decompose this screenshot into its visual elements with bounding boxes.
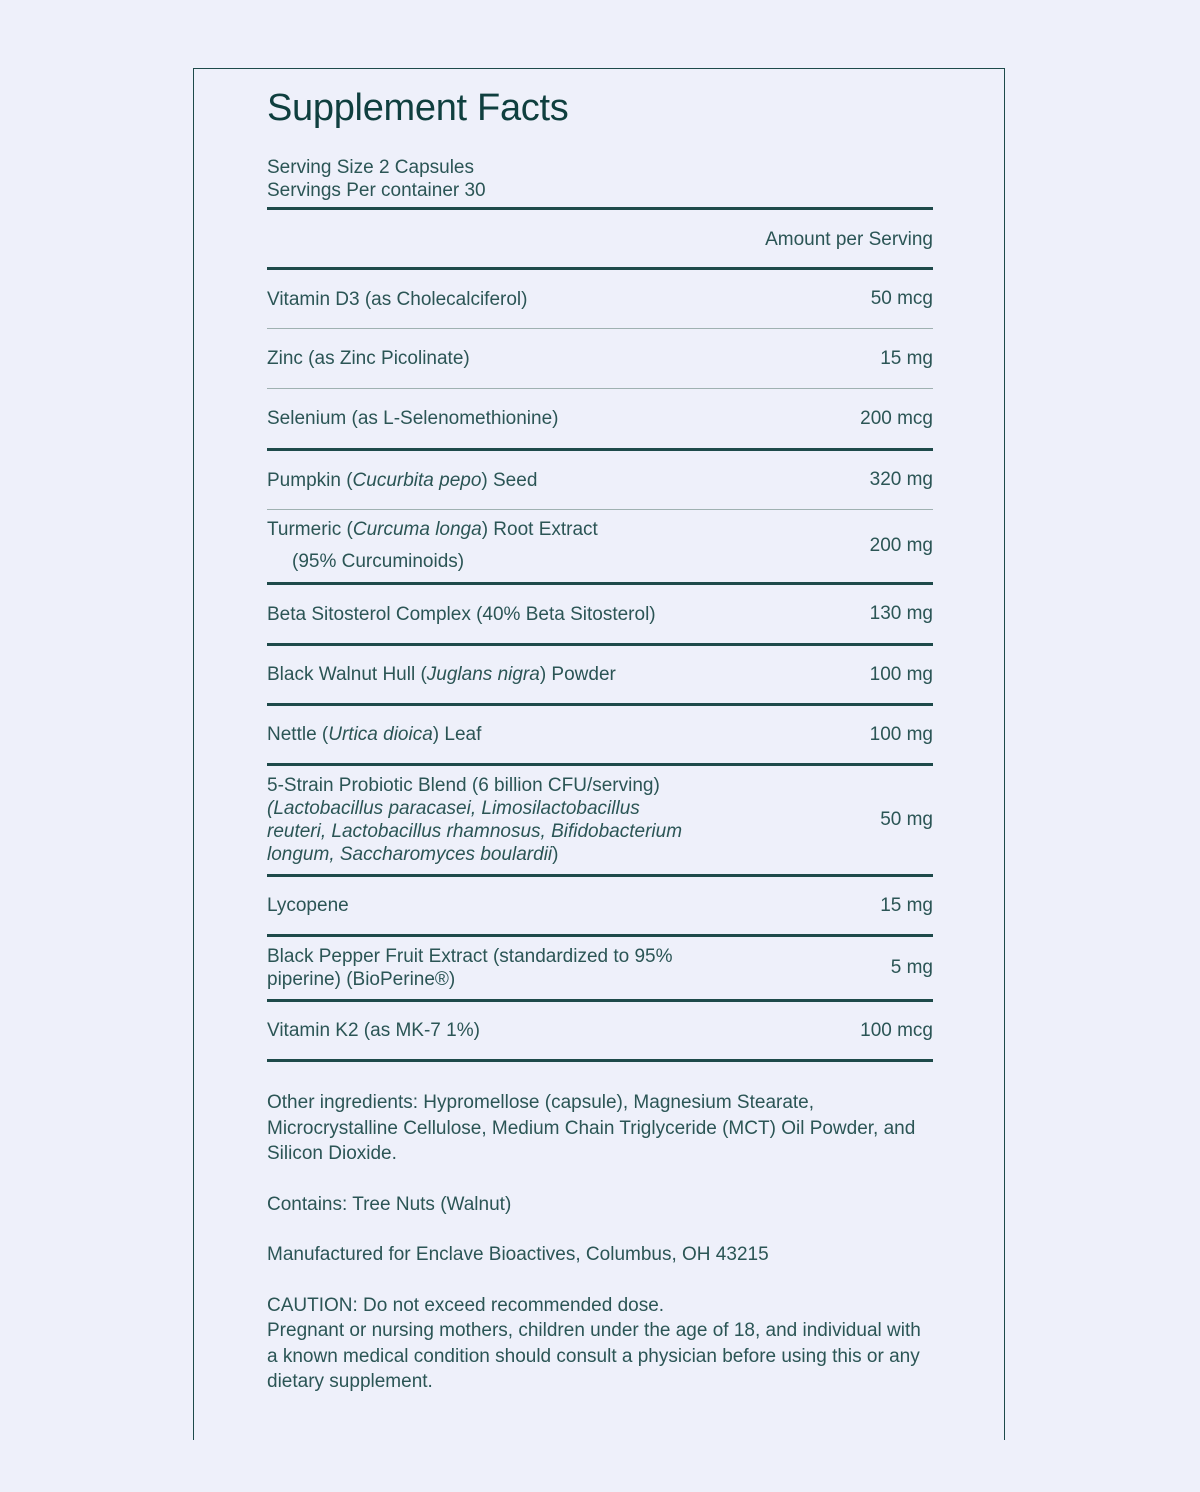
nutrient-name: Beta Sitosterol Complex (40% Beta Sitosterol)	[267, 603, 656, 625]
nutrient-amount: 100 mg	[869, 723, 933, 745]
nutrient-name: Nettle (Urtica dioica) Leaf	[267, 724, 482, 745]
nutrient-amount: 200 mcg	[860, 407, 933, 429]
nutrient-amount: 100 mg	[869, 663, 933, 685]
nutrient-name: Zinc (as Zinc Picolinate)	[267, 348, 470, 369]
table-row	[267, 509, 933, 582]
nutrient-amount: 50 mcg	[870, 288, 933, 309]
other-ingredients: Other ingredients: Hypromellose (capsule), Magnesium Stearate, Microcrystalline Cellulose, Medium Chain Triglyceride (MCT) Oil Powder, and Silicon Dioxide.	[267, 1092, 916, 1164]
amount-per-serving-header: Amount per Serving	[765, 229, 933, 250]
caution-body: Pregnant or nursing mothers, children under the age of 18, and individual with a known medical condition should consult a physician before using this or any dietary supplement.	[267, 1320, 921, 1392]
nutrient-table	[267, 267, 933, 1062]
manufacturer: Manufactured for Enclave Bioactives, Columbus, OH 43215	[267, 1244, 769, 1265]
nutrient-name: Turmeric (Curcuma longa) Root Extract (95% Curcuminoids)	[267, 519, 598, 572]
nutrient-name: Vitamin K2 (as MK-7 1%)	[267, 1020, 480, 1041]
nutrient-name: Black Walnut Hull (Juglans nigra) Powder	[267, 664, 616, 685]
label-footer	[267, 1090, 933, 1395]
nutrient-amount: 15 mg	[880, 894, 933, 916]
table-row	[267, 582, 933, 643]
nutrient-name: Vitamin D3 (as Cholecalciferol)	[267, 288, 528, 310]
nutrient-amount: 100 mcg	[860, 1019, 933, 1041]
nutrient-amount: 130 mg	[869, 603, 933, 624]
table-row	[267, 388, 933, 448]
nutrient-name: Pumpkin (Cucurbita pepo) Seed	[267, 469, 538, 491]
table-row	[267, 703, 933, 763]
table-row	[267, 643, 933, 703]
serving-info	[267, 156, 486, 202]
table-row	[267, 874, 933, 934]
serving-size: Serving Size 2 Capsules	[267, 157, 474, 178]
page-title: Supplement Facts	[267, 87, 569, 129]
table-row	[267, 999, 933, 1059]
table-row	[267, 763, 933, 874]
table-row	[267, 328, 933, 388]
table-row	[267, 267, 933, 328]
servings-per-container: Servings Per container 30	[267, 180, 486, 201]
nutrient-name: Selenium (as L-Selenomethionine)	[267, 408, 559, 429]
nutrient-name: 5-Strain Probiotic Blend (6 billion CFU/serving) (Lactobacillus paracasei, Limosilactobacillus reuteri, Lactobacillus rhamnosus, Bifidobacterium longum, Saccharomyces boulardii)	[267, 775, 683, 865]
header-divider	[267, 207, 933, 210]
table-row	[267, 934, 933, 999]
nutrient-amount: 200 mg	[869, 535, 933, 556]
caution-title: CAUTION: Do not exceed recommended dose.	[267, 1294, 665, 1316]
nutrient-amount: 50 mg	[880, 809, 933, 830]
nutrient-name: Lycopene	[267, 895, 349, 916]
table-row	[267, 448, 933, 509]
allergen-statement: Contains: Tree Nuts (Walnut)	[267, 1193, 512, 1215]
supplement-facts-panel	[193, 68, 1005, 1440]
nutrient-amount: 15 mg	[880, 347, 933, 369]
caution-block	[267, 1293, 933, 1395]
table-bottom-divider	[267, 1059, 933, 1062]
nutrient-amount: 5 mg	[890, 957, 933, 978]
nutrient-amount: 320 mg	[869, 469, 933, 490]
nutrient-name: Black Pepper Fruit Extract (standardized to 95% piperine) (BioPerine®)	[267, 946, 673, 990]
